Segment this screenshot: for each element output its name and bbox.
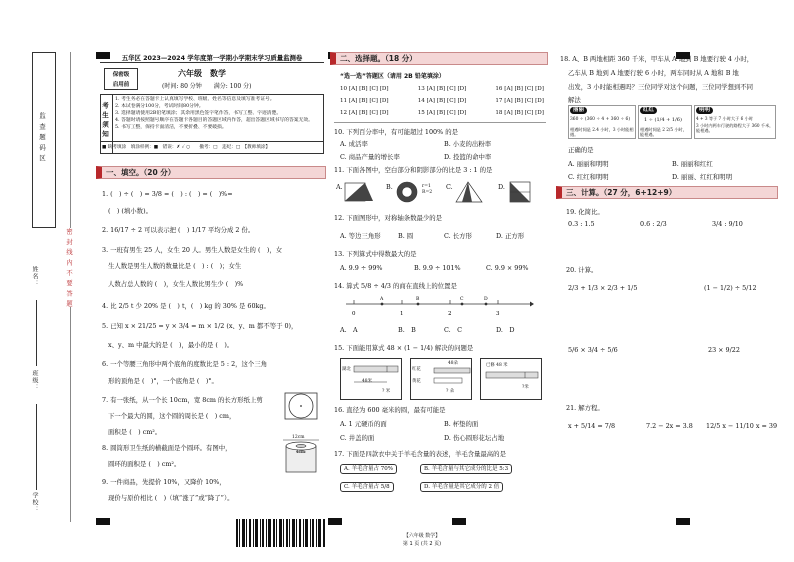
bubble-divider xyxy=(334,122,546,123)
notice-legend: ■ 缺考填涂 填涂样例：■ 错误：✗ ✓ ○ 撤考：□ 违纪：□ 【教师填涂】 xyxy=(102,145,271,150)
option-d: D. 丽丽、红红和明明 xyxy=(672,173,733,181)
student-tag: 明明 xyxy=(696,107,713,114)
student-note: 相遇时间是 2.4 小时，3 小时能相遇。 xyxy=(570,127,634,137)
school-label: 学校： xyxy=(31,492,38,513)
figure-c-triangle xyxy=(454,180,484,204)
question-18b: 乙车从 B 地到 A 地要行驶 6 小时，两车同时从 A 地和 B 地 xyxy=(568,69,739,77)
tick-label-0: 0 xyxy=(352,311,356,317)
figure-label-a: A. xyxy=(336,183,343,191)
section3-header: 三、计算。（27 分，6+12+9） xyxy=(556,186,778,199)
question-6: 6. 一个等腰三角形中两个底角的度数比是 5 : 2，这个三角 xyxy=(102,360,268,368)
option-a: A. 丽丽和明明 xyxy=(568,160,609,168)
question-14: 14. 算式 5/8 ÷ 4/3 的商在直线上的位置是 xyxy=(334,282,457,290)
q15-label: 湖北 xyxy=(342,367,351,372)
calc-item: 0.6 : 2/3 xyxy=(640,220,667,228)
barcode xyxy=(234,518,328,548)
bubble-set[interactable]: 13 [A] [B] [C] [D] xyxy=(417,86,467,92)
figure-b-rings xyxy=(396,180,424,204)
title-divider xyxy=(100,62,324,63)
registration-mark xyxy=(676,518,690,525)
equation-item: x + 5/14 = 7/8 xyxy=(568,422,616,430)
bubble-set[interactable]: 16 [A] [B] [C] [D] xyxy=(495,86,544,92)
calc-item: 5/6 × 3/4 ÷ 5/6 xyxy=(568,346,618,354)
point-b xyxy=(417,303,420,306)
option-c: C. 长方形 xyxy=(444,232,472,240)
tick-label-1: 1 xyxy=(400,311,404,317)
registration-mark xyxy=(96,518,110,525)
tick-label-3: 3 xyxy=(496,311,500,317)
option-c: C. 井盖的面 xyxy=(340,434,375,442)
bubble-set[interactable]: 12 [A] [B] [C] [D] xyxy=(340,110,389,116)
bubble-set[interactable]: 10 [A] [B] [C] [D] xyxy=(340,86,389,92)
calc-item: 0.3 : 1.5 xyxy=(568,220,595,228)
question-1b: ( ) (填小数)。 xyxy=(108,207,152,215)
question-5b: x、y、m 中最大的是 ( )，最小的是 ( )。 xyxy=(108,341,234,349)
bubble-row xyxy=(340,95,544,107)
question-18-prompt: 正确的是 xyxy=(568,146,594,154)
page-number: 第 1 页 (共 2 页) xyxy=(402,541,442,547)
question-12: 12. 下面图形中，对称轴条数最少的是 xyxy=(334,214,443,222)
sidebar-title: 监 查 题 码 区 xyxy=(38,112,46,162)
option-b: B. 丽丽和红红 xyxy=(672,160,713,168)
question-10: 10. 下列百分率中，有可能超过 100% 的是 xyxy=(334,128,458,136)
bubble-set[interactable]: 18 [A] [B] [C] [D] xyxy=(495,110,544,116)
legend-divider xyxy=(100,141,324,142)
point-label-b: B xyxy=(416,297,420,302)
question-13: 13. 下列算式中得数最大的是 xyxy=(334,250,417,258)
question-6b: 形的顶角是 ( )°，一个底角是 ( )°。 xyxy=(108,377,218,385)
option-b: B. 小麦的出粉率 xyxy=(444,140,492,148)
figure-b-radius: r=1 xyxy=(422,184,431,189)
figure-label-d: D. xyxy=(498,183,505,191)
question-4: 4. 比 2/5 t 少 20% 是 ( ) t，( ) kg 的 30% 是 60kg。 xyxy=(102,302,270,310)
point-label-d: D xyxy=(484,297,488,302)
roll-dim-top: 12cm xyxy=(292,435,305,440)
student-note: 3 小时内两车行驶的路程大于 360 千米，能相遇。 xyxy=(696,123,774,133)
point-label-c: C xyxy=(460,297,464,302)
calc-item: 23 × 9/22 xyxy=(708,346,740,354)
q17-option-b: B. 羊毛含量与其它成分的比是 5:3 xyxy=(420,464,512,474)
calc-item: 3/4 : 9/10 xyxy=(712,220,743,228)
option-b: B. B xyxy=(398,326,416,334)
seal-text: 密 封 线 内 不 要 答 题 xyxy=(65,228,72,308)
notice-item: 3. 选择题请使用2B铅笔填涂；其余用黑色签字笔作答，书写工整、字迹清楚。 xyxy=(115,111,282,116)
student-work: 4 + 3 等于 7 小时大于 6 小时 xyxy=(696,116,753,121)
question-7c: 面积是 ( ) cm²。 xyxy=(108,428,162,436)
figure-a-shape xyxy=(344,180,374,204)
registration-mark xyxy=(452,518,466,525)
notice-item: 4. 答题时请按照题号顺序在答题卡各题目的答题区域内作答，超出答题区域书写的答案无效。 xyxy=(115,118,313,123)
point-c xyxy=(461,303,464,306)
option-c: C. 商品产量的增长率 xyxy=(340,153,400,161)
question-7b: 下一个最大的圆，这个圆的周长是 ( ) cm， xyxy=(108,412,236,420)
equation-item: 7.2 − 2x = 3.8 xyxy=(646,422,693,430)
question-15: 15. 下面能用算式 48 × (1 − 1/4) 解决的问题是 xyxy=(334,344,474,352)
q17-option-a: A. 羊毛含量占 70% xyxy=(340,464,397,474)
bubble-set[interactable]: 11 [A] [B] [C] [D] xyxy=(340,98,389,104)
question-18d: 解法 xyxy=(568,96,581,104)
roll-dim-inner: 4cm xyxy=(296,449,305,454)
toilet-roll-figure xyxy=(280,436,322,478)
option-d: D. 伤心圆形花坛占地 xyxy=(444,434,505,442)
question-9b: 现价与原价相比 ( )（填“涨了”或“降了”）。 xyxy=(108,494,234,502)
q15-label: ? 朵 xyxy=(446,389,455,394)
notice-items xyxy=(115,96,322,131)
q15-label: 48朵 xyxy=(448,361,458,366)
q15-label: 黄花 xyxy=(412,379,421,384)
point-a xyxy=(381,303,384,306)
enable-label: 启用前 xyxy=(112,82,130,88)
notice-item: 5. 书写工整，保持卡面清洁，不要折叠、不要破损。 xyxy=(115,125,227,130)
calc-item: 2/3 + 1/3 × 2/3 + 1/5 xyxy=(568,284,638,292)
q15-label: 红花 xyxy=(412,367,421,372)
student-tag: 丽丽 xyxy=(570,107,587,114)
q15-label: 48米 xyxy=(362,379,372,384)
option-a: A. 成活率 xyxy=(340,140,368,148)
number-line xyxy=(344,296,534,320)
section1-header: 一、填空。（20 分） xyxy=(96,166,326,179)
grade-subject: 六年级 数学 xyxy=(178,69,226,78)
bubble-set[interactable]: 14 [A] [B] [C] [D] xyxy=(417,98,467,104)
point-d xyxy=(485,303,488,306)
q15-label: ?米 xyxy=(522,385,529,390)
option-a: A. 等边三角形 xyxy=(340,232,381,240)
student-work: 1 ÷ (1/4 + 1/6) xyxy=(644,117,682,123)
confidential-label: 保密级 xyxy=(112,72,130,78)
question-9: 9. 一件商品，先提价 10%，又降价 10%， xyxy=(102,478,226,486)
option-a: A. A xyxy=(340,326,358,334)
time-info: (时间: 80 分钟 满分: 100 分) xyxy=(162,83,252,90)
option-b: B. 9.9 ÷ 101% xyxy=(414,264,461,272)
student-work: 360 ÷ (360 ÷ 4 + 360 ÷ 6) xyxy=(570,117,631,122)
name-label: 姓名： xyxy=(31,266,38,287)
point-label-a: A xyxy=(380,297,384,302)
question-21: 21. 解方程。 xyxy=(566,404,604,412)
bubble-row xyxy=(340,83,544,95)
section2-header: 二、选择题。（18 分） xyxy=(330,52,548,65)
rectangle-circle-figure xyxy=(284,392,318,420)
option-b: B. 圆 xyxy=(398,232,414,240)
figure-b-radius2: R=2 xyxy=(422,190,433,195)
question-7: 7. 有一张纸，从一个长 10cm，宽 8cm 的长方形纸上剪 xyxy=(102,396,263,404)
question-16: 16. 直径为 600 毫米的圆，最有可能是 xyxy=(334,406,446,414)
option-c: C. 红红和明明 xyxy=(568,173,609,181)
bubble-set[interactable]: 17 [A] [B] [C] [D] xyxy=(495,98,544,104)
notice-item: 2. 本试卷满分100分，考试时间80分钟。 xyxy=(115,104,204,109)
tick-label-2: 2 xyxy=(448,311,452,317)
question-19: 19. 化简比。 xyxy=(566,208,604,216)
class-label: 班级： xyxy=(31,370,38,391)
question-11: 11. 下面各图中，空白部分和阴影部分的比是 3 : 1 的是 xyxy=(334,166,493,174)
registration-mark xyxy=(328,518,342,525)
question-3c: 人数占总人数的 ( )，女生人数比男生少 ( )% xyxy=(108,280,244,288)
question-3: 3. 一班有男生 25 人，女生 20 人。男生人数是女生的 ( )，女 xyxy=(102,246,283,254)
q15-label: ? 米 xyxy=(382,389,391,394)
option-d: D. 投篮的命中率 xyxy=(444,153,492,161)
calc-item: (1 − 1/2) ÷ 5/12 xyxy=(704,284,757,292)
option-a: A. 9.9 ÷ 99% xyxy=(340,264,383,272)
q17-option-c: C. 羊毛含量占 5/8 xyxy=(340,482,394,492)
question-1: 1. ( ) ÷ ( ) = 3/8 = ( ) : ( ) = ( )%= xyxy=(102,190,233,198)
question-18c: 出发，3 小时能相遇吗？三位同学对这个问题，三位同学想到不同 xyxy=(568,83,754,91)
bubble-area-title: “选一选”答题区（请用 2B 铅笔填涂） xyxy=(340,73,445,80)
option-a: A. 1 元硬币的面 xyxy=(340,420,387,428)
question-3b: 生人数是男生人数的数量比是 ( ) : ( )；女生 xyxy=(108,262,242,270)
bubble-row xyxy=(340,107,544,119)
equation-item: 12/5 x − 11/10 x = 39 xyxy=(706,422,778,430)
notice-label: 考生须知 xyxy=(101,102,109,140)
page-label: 【六年级 数学】 xyxy=(403,533,441,539)
option-d: D. 正方形 xyxy=(496,232,525,240)
school-underline xyxy=(36,404,37,490)
option-d: D. D xyxy=(496,326,515,334)
option-c: C. C xyxy=(444,326,462,334)
question-18: 18. A、B 两地相距 360 千米，甲车从 A 地到 B 地要行驶 4 小时， xyxy=(560,55,754,63)
figure-label-c: C. xyxy=(446,183,453,191)
figure-label-b: B. xyxy=(386,183,393,191)
student-note: 相遇时间是 2 2/5 小时，能相遇。 xyxy=(640,127,687,137)
bubble-set[interactable]: 15 [A] [B] [C] [D] xyxy=(417,110,467,116)
question-5: 5. 已知 x × 21/25 = y × 3/4 = m × 1/2 (x、y、m 都不等于 0)， xyxy=(102,322,298,330)
question-17: 17. 下面是四款衣中关于羊毛含量的表述，羊毛含量最高的是 xyxy=(334,450,506,458)
option-c: C. 9.9 × 99% xyxy=(486,264,529,272)
option-b: B. 杯垫的面 xyxy=(444,420,479,428)
question-20: 20. 计算。 xyxy=(566,266,598,274)
q15-label: 已修 48 米 xyxy=(486,363,508,368)
bubble-grid xyxy=(340,83,544,119)
question-8: 8. 圆筒形卫生纸的横截面是个圆环。有图中， xyxy=(102,444,232,452)
notice-item: 1. 考生务必在答题卡上认真填写学校、班级、姓名等信息及填写准考证号。 xyxy=(115,97,275,102)
q17-option-d: D. 羊毛含量是其它成分的 2 倍 xyxy=(420,482,503,492)
question-8b: 圆环的面积是 ( ) cm²。 xyxy=(108,460,181,468)
exam-title: 五华区 2023—2024 学年度第一学期小学期末学习质量监测卷 xyxy=(121,54,303,62)
question-2: 2. 16/17 ÷ 2 可以表示把 ( ) 1/17 平均分成 2 份。 xyxy=(102,226,255,234)
student-tag: 红红 xyxy=(640,107,657,114)
class-underline xyxy=(36,300,37,366)
figure-d-square xyxy=(506,180,536,204)
